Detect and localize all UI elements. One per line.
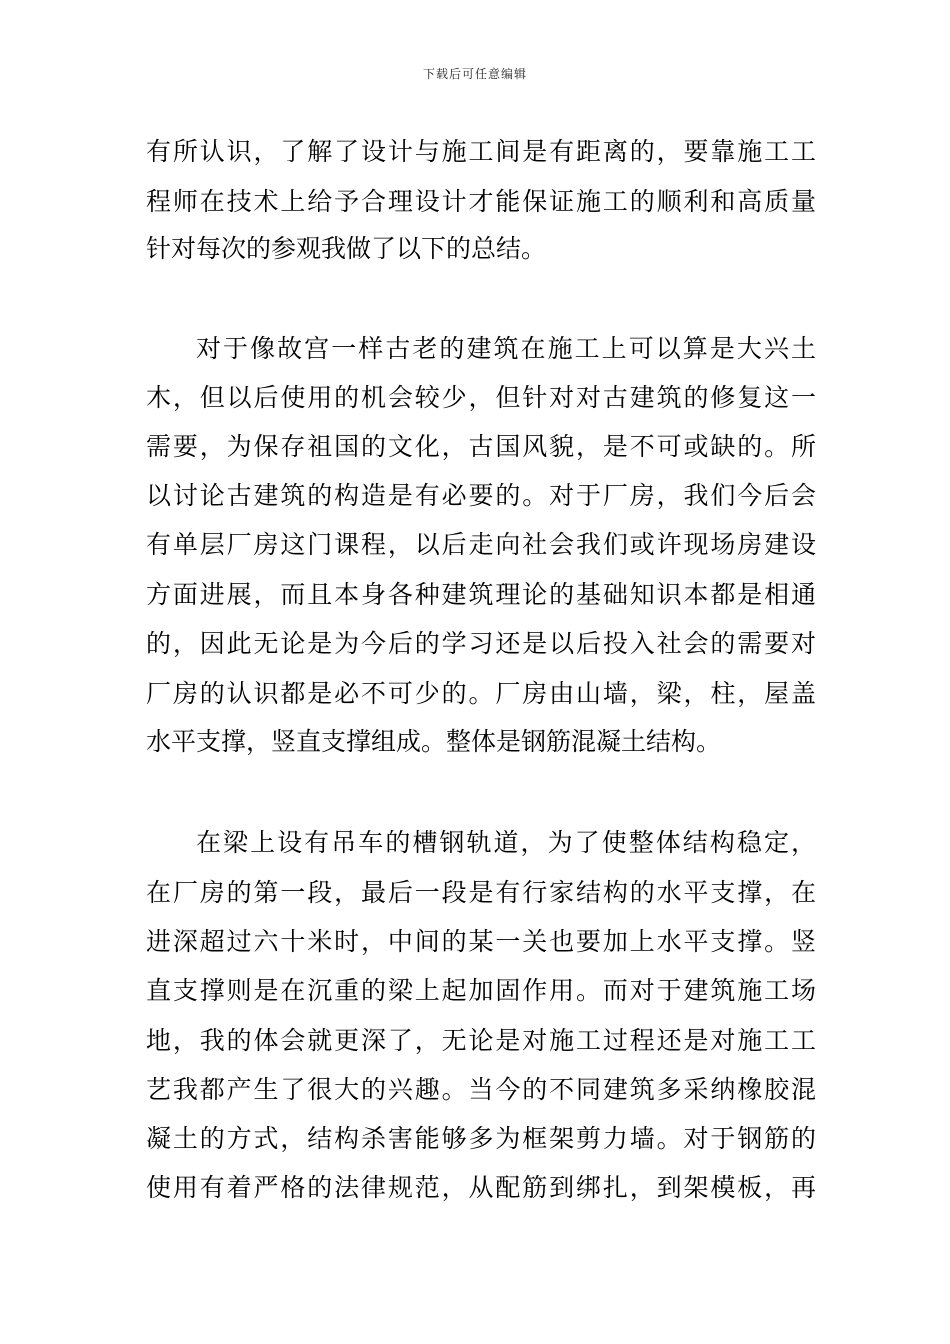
paragraph-3-line-1: 在梁上设有吊车的槽钢轨道，为了使整体结构稳定， [196, 828, 816, 857]
paragraph-2-line-5: 有单层厂房这门课程，以后走向社会我们或许现场房建设 [146, 530, 816, 559]
paragraph-2-line-4: 以讨论古建筑的构造是有必要的。对于厂房，我们今后会 [146, 481, 816, 510]
paragraph-2-line-3: 需要，为保存祖国的文化，古国风貌，是不可或缺的。所 [146, 432, 816, 461]
paragraph-3-line-5: 地，我的体会就更深了，无论是对施工过程还是对施工工 [146, 1026, 816, 1055]
paragraph-3-line-6: 艺我都产生了很大的兴趣。当今的不同建筑多采纳橡胶混 [146, 1075, 816, 1104]
paragraph-2-line-1: 对于像故宫一样古老的建筑在施工上可以算是大兴土 [196, 334, 816, 363]
paragraph-3-line-3: 进深超过六十米时，中间的某一关也要加上水平支撑。竖 [146, 927, 816, 956]
paragraph-1-line-1: 有所认识，了解了设计与施工间是有距离的，要靠施工工 [146, 137, 816, 166]
paragraph-1-line-3: 针对每次的参观我做了以下的总结。 [146, 234, 547, 263]
paragraph-2-line-8: 厂房的认识都是必不可少的。厂房由山墙，梁，柱，屋盖 [146, 679, 816, 708]
paragraph-3-line-2: 在厂房的第一段，最后一段是有行家结构的水平支撑，在 [146, 878, 816, 907]
paragraph-2-line-9: 水平支撑，竖直支撑组成。整体是钢筋混凝土结构。 [146, 727, 722, 756]
paragraph-2-line-7: 的，因此无论是为今后的学习还是以后投入社会的需要对 [146, 629, 816, 658]
paragraph-2-line-2: 木，但以后使用的机会较少，但针对对古建筑的修复这一 [146, 383, 816, 412]
paragraph-3-line-4: 直支撑则是在沉重的梁上起加固作用。而对于建筑施工场 [146, 976, 816, 1005]
paragraph-3-line-8: 使用有着严格的法律规范，从配筋到绑扎，到架模板，再 [146, 1173, 816, 1202]
paragraph-2-line-6: 方面进展，而且本身各种建筑理论的基础知识本都是相通 [146, 580, 816, 609]
paragraph-1-line-2: 程师在技术上给予合理设计才能保证施工的顺利和高质量 [146, 187, 816, 216]
paragraph-3-line-7: 凝土的方式，结构杀害能够多为框架剪力墙。对于钢筋的 [146, 1124, 816, 1153]
page-header: 下载后可任意编辑 [422, 67, 527, 81]
